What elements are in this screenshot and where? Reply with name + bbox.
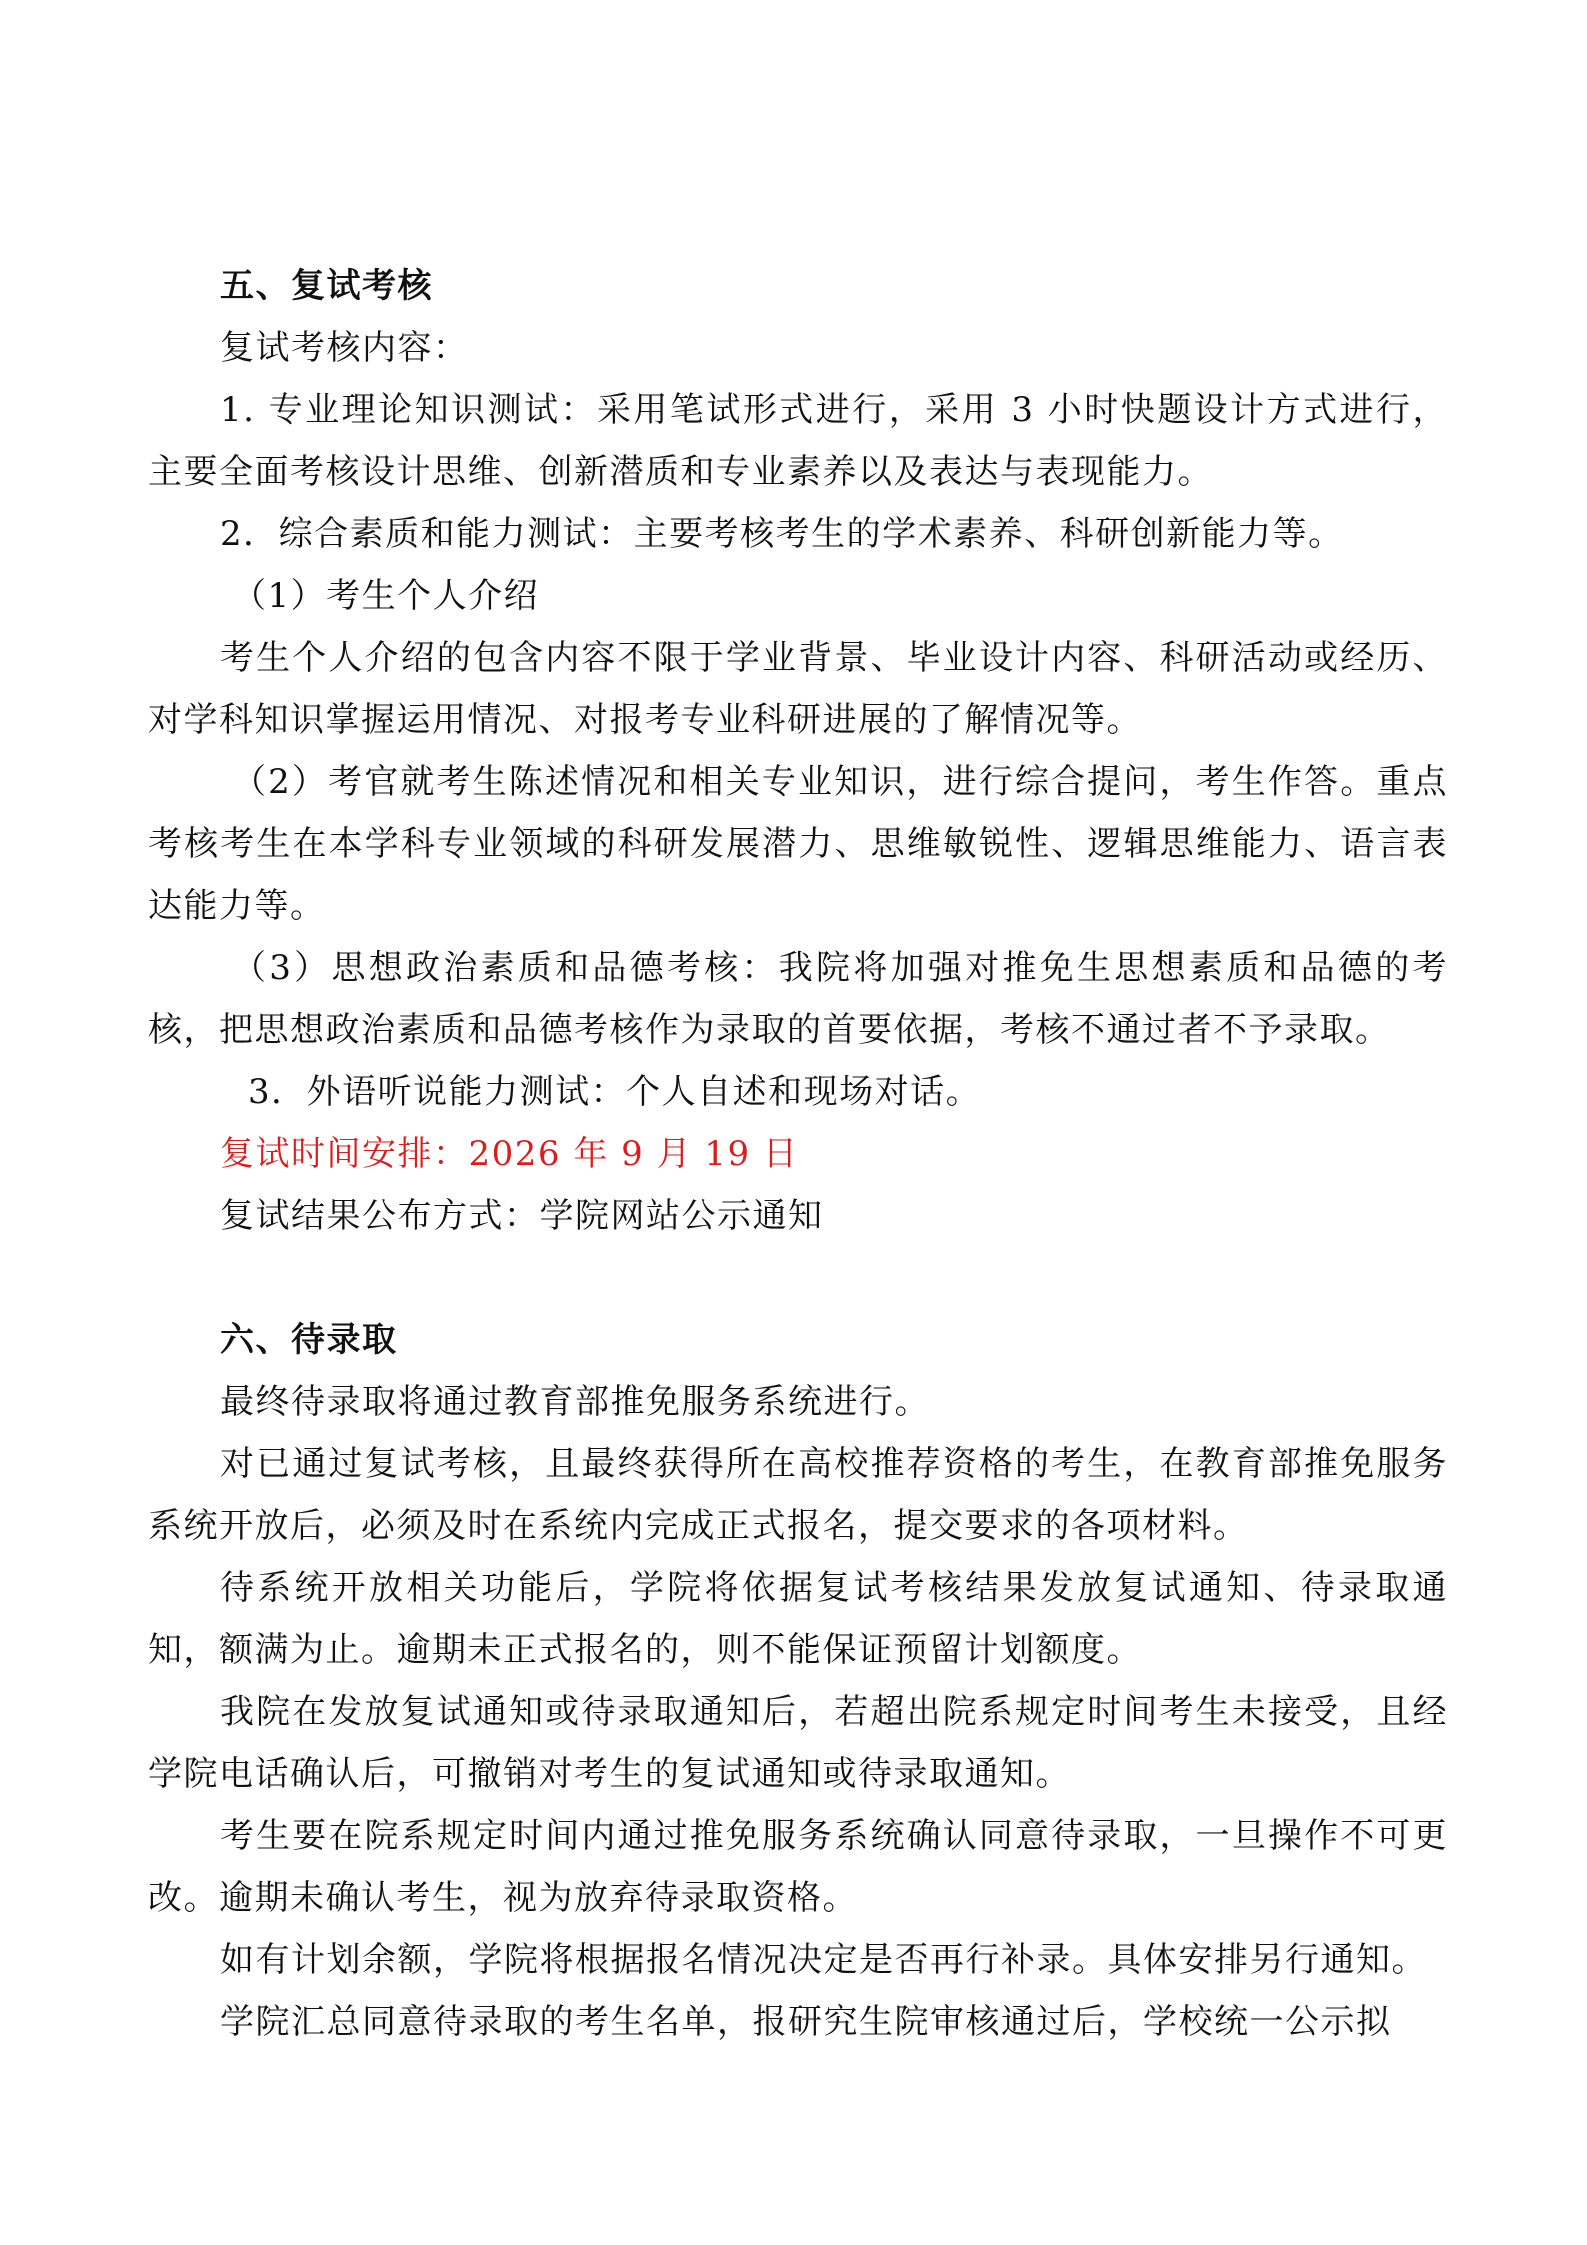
- section-6-paragraph-6: 如有计划余额，学院将根据报名情况决定是否再行补录。具体安排另行通知。: [220, 1940, 1427, 1980]
- section-5-sub-1-title: （1）考生个人介绍: [232, 576, 540, 616]
- section-5-result: 复试结果公布方式：学院网站公示通知: [220, 1196, 824, 1236]
- section-5-intro: 复试考核内容：: [220, 328, 469, 368]
- section-6-paragraph-2: 对已通过复试考核，且最终获得所在高校推荐资格的考生，在教育部推免服务系统开放后，必须及时在系统内完成正式报名，提交要求的各项材料。: [148, 1444, 1448, 1546]
- section-5-heading: 五、复试考核: [220, 266, 433, 306]
- section-5-item-2: 2．综合素质和能力测试：主要考核考生的学术素养、科研创新能力等。: [220, 514, 1344, 554]
- section-5-schedule: 复试时间安排：2026 年 9 月 19 日: [220, 1134, 799, 1174]
- section-spacer: [148, 1247, 1448, 1309]
- document-body: [148, 255, 1448, 2053]
- section-6-paragraph-3: 待系统开放相关功能后，学院将依据复试考核结果发放复试通知、待录取通知，额满为止。逾期未正式报名的，则不能保证预留计划额度。: [148, 1568, 1448, 1670]
- section-5-item-3: 3．外语听说能力测试：个人自述和现场对话。: [248, 1072, 982, 1112]
- section-6-paragraph-5: 考生要在院系规定时间内通过推免服务系统确认同意待录取，一旦操作不可更改。逾期未确认考生，视为放弃待录取资格。: [148, 1816, 1448, 1918]
- section-5-item-1: 1. 专业理论知识测试：采用笔试形式进行，采用 3 小时快题设计方式进行，主要全面考核设计思维、创新潜质和专业素养以及表达与表现能力。: [148, 390, 1448, 492]
- section-6-paragraph-7: 学院汇总同意待录取的考生名单，报研究生院审核通过后，学校统一公示拟: [220, 2002, 1392, 2042]
- section-6-paragraph-4: 我院在发放复试通知或待录取通知后，若超出院系规定时间考生未接受，且经学院电话确认后，可撤销对考生的复试通知或待录取通知。: [148, 1692, 1448, 1794]
- section-5-sub-1-body: 考生个人介绍的包含内容不限于学业背景、毕业设计内容、科研活动或经历、对学科知识掌握运用情况、对报考专业科研进展的了解情况等。: [148, 638, 1448, 740]
- section-6-heading: 六、待录取: [220, 1320, 398, 1360]
- section-6-paragraph-1: 最终待录取将通过教育部推免服务系统进行。: [220, 1382, 930, 1422]
- section-5-sub-2: （2）考官就考生陈述情况和相关专业知识，进行综合提问，考生作答。重点考核考生在本学科专业领域的科研发展潜力、思维敏锐性、逻辑思维能力、语言表达能力等。: [148, 762, 1448, 926]
- section-5-sub-3: （3）思想政治素质和品德考核：我院将加强对推免生思想素质和品德的考核，把思想政治素质和品德考核作为录取的首要依据，考核不通过者不予录取。: [148, 948, 1448, 1050]
